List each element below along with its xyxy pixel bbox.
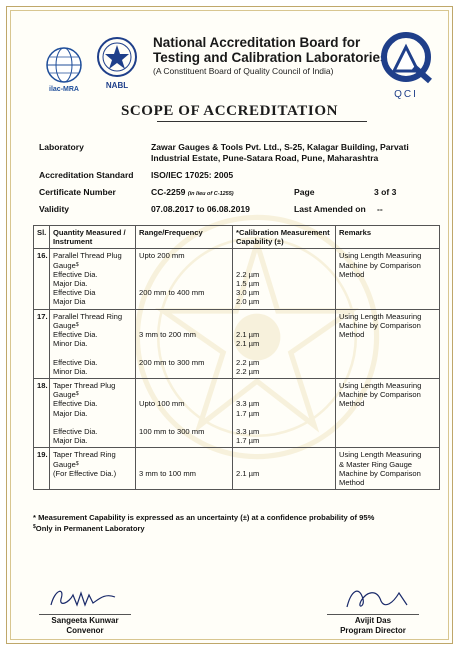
director-signature-line — [327, 614, 419, 615]
cell-range-line: 3 mm to 200 mm — [139, 330, 196, 340]
cell-remarks-line: Method — [339, 478, 365, 488]
cell-quantity-line: Gauge$ — [53, 320, 79, 330]
header-quantity: Quantity Measured / Instrument — [50, 226, 136, 249]
cell-remarks-line: & Master Ring Gauge — [339, 459, 413, 469]
cell-range-line — [139, 321, 229, 330]
cell-remarks-line: Using Length Measuring — [339, 381, 422, 391]
gauge-footnote-mark: $ — [75, 321, 79, 328]
cell-quantity-line: Gauge$ — [53, 260, 79, 270]
cell-quantity-line: Major Dia — [53, 297, 86, 307]
cell-quantity-line: Effective Dia. — [53, 427, 98, 437]
convenor-signature — [45, 579, 125, 613]
cell-cmc-line — [236, 381, 332, 390]
scope-table — [33, 225, 440, 490]
cell-quantity-line: Effective Dia — [53, 288, 96, 298]
cell-quantity-line — [53, 418, 132, 427]
cell-remarks-line: Using Length Measuring — [339, 311, 422, 321]
board-title-line2: Testing and Calibration Laboratories — [153, 50, 388, 65]
cell-cmc — [233, 309, 336, 378]
last-amended-value: -- — [377, 204, 383, 214]
footnote-permanent-lab — [33, 524, 145, 533]
cell-sl: 19. — [34, 448, 50, 490]
convenor-signature-line — [39, 614, 131, 615]
cell-cmc-line: 1.7 µm — [236, 436, 260, 446]
cell-remarks-line: Machine by Comparison — [339, 260, 421, 270]
convenor-title: Convenor — [66, 626, 104, 635]
cell-range-line — [139, 409, 229, 418]
cell-quantity — [50, 309, 136, 378]
cell-cmc-line: 3.3 µm — [236, 427, 260, 437]
cell-quantity-line: Major Dia. — [53, 408, 88, 418]
cell-cmc-line — [236, 251, 332, 260]
director-signature — [337, 579, 417, 613]
cell-range — [136, 309, 233, 378]
cell-remarks-line: Using Length Measuring — [339, 251, 422, 261]
footnote-mark: $ — [33, 524, 36, 530]
page-value: 3 of 3 — [374, 187, 397, 197]
cell-quantity — [50, 379, 136, 448]
cell-cmc — [233, 249, 336, 309]
cell-range-line: 200 mm to 300 mm — [139, 357, 205, 367]
cell-remarks-line: Method — [339, 399, 365, 409]
qci-logo — [374, 31, 438, 101]
cell-range-line: Upto 100 mm — [139, 399, 185, 409]
cell-cmc-line — [236, 312, 332, 321]
cell-cmc-line — [236, 460, 332, 469]
cell-range — [136, 448, 233, 490]
cell-range — [136, 249, 233, 309]
validity-label: Validity — [39, 204, 70, 214]
cell-range-line — [139, 460, 229, 469]
cell-quantity-line: Taper Thread Plug — [53, 381, 116, 391]
cell-range — [136, 379, 233, 448]
table-row — [34, 309, 440, 378]
convenor-name: Sangeeta Kunwar — [51, 616, 119, 625]
laboratory-value — [151, 142, 451, 164]
gauge-footnote-mark: $ — [75, 391, 79, 398]
cell-quantity-line — [53, 348, 132, 357]
page-label: Page — [294, 187, 315, 197]
cell-remarks-line: Method — [339, 330, 365, 340]
cell-remarks-line: Method — [339, 269, 365, 279]
cell-range-line: 200 mm to 400 mm — [139, 288, 205, 298]
standard-value: ISO/IEC 17025: 2005 — [151, 170, 234, 180]
validity-value: 07.08.2017 to 06.08.2019 — [151, 204, 250, 214]
cell-range-line: 100 mm to 300 mm — [139, 427, 205, 437]
cell-range-line: Upto 200 mm — [139, 251, 185, 261]
cell-range-line — [139, 348, 229, 357]
cell-range-line: 3 mm to 100 mm — [139, 468, 196, 478]
cell-cmc-line — [236, 261, 332, 270]
cell-remarks — [336, 448, 440, 490]
header-sl: Sl. — [34, 226, 50, 249]
cell-cmc-line: 1.7 µm — [236, 408, 260, 418]
cell-quantity-line: (For Effective Dia.) — [53, 468, 117, 478]
certificate-label: Certificate Number — [39, 187, 116, 197]
laboratory-label: Laboratory — [39, 142, 84, 152]
cell-cmc-line: 2.1 µm — [236, 330, 260, 340]
cell-cmc-line: 3.3 µm — [236, 399, 260, 409]
cell-quantity-line: Effective Dia. — [53, 357, 98, 367]
footnote-uncertainty: * Measurement Capability is expressed as an uncertainty (±) at a confidence probability of 95% — [33, 513, 375, 522]
cell-remarks — [336, 309, 440, 378]
cell-sl: 17. — [34, 309, 50, 378]
cell-cmc-line: 1.5 µm — [236, 279, 260, 289]
cell-quantity-line: Parallel Thread Ring — [53, 311, 123, 321]
header-remarks: Remarks — [336, 226, 440, 249]
laboratory-line2: Industrial Estate, Pune-Satara Road, Pune, Maharashtra — [151, 153, 379, 163]
cell-cmc — [233, 448, 336, 490]
cell-cmc-line: 2.1 µm — [236, 468, 260, 478]
ilac-logo-text: ilac-MRA — [49, 86, 79, 93]
cell-remarks — [336, 249, 440, 309]
nabl-logo-text: NABL — [105, 81, 129, 90]
cell-range-line — [139, 390, 229, 399]
cell-quantity-line: Major Dia. — [53, 436, 88, 446]
cell-remarks-line: Using Length Measuring — [339, 450, 422, 460]
cell-remarks-line: Machine by Comparison — [339, 320, 421, 330]
cell-cmc-line: 2.1 µm — [236, 339, 260, 349]
table-body — [34, 249, 440, 490]
cell-range-line — [139, 312, 229, 321]
director-name: Avijit Das — [354, 616, 392, 625]
footnote-permanent-text: Only in Permanent Laboratory — [35, 524, 145, 533]
cell-range-line — [139, 261, 229, 270]
nabl-logo — [95, 35, 139, 95]
board-title — [153, 35, 393, 65]
cell-cmc-line: 3.0 µm — [236, 288, 260, 298]
cell-range-line — [139, 270, 229, 279]
scope-title-underline — [157, 121, 367, 122]
certificate-number: CC-2259 — [151, 187, 186, 197]
table-row — [34, 448, 440, 490]
cell-sl: 18. — [34, 379, 50, 448]
cell-range-line — [139, 339, 229, 348]
cell-quantity — [50, 249, 136, 309]
table-header-row — [34, 226, 440, 249]
cell-range-line — [139, 418, 229, 427]
cell-sl: 16. — [34, 249, 50, 309]
cell-quantity-line: Effective Dia. — [53, 399, 98, 409]
board-subtitle: (A Constituent Board of Quality Council of India) — [153, 66, 334, 76]
last-amended-label: Last Amended on — [294, 204, 366, 214]
qci-logo-text: QCI — [394, 89, 418, 100]
cell-cmc-line — [236, 450, 332, 459]
cell-quantity-line: Minor Dia. — [53, 339, 88, 349]
cell-range-line — [139, 450, 229, 459]
cell-remarks — [336, 379, 440, 448]
header-cmc: *Calibration Measurement Capability (±) — [233, 226, 336, 249]
cell-range-line — [139, 367, 229, 376]
gauge-footnote-mark: $ — [75, 261, 79, 268]
table-row — [34, 379, 440, 448]
cell-range-line — [139, 297, 229, 306]
certificate-page — [6, 6, 453, 644]
cell-quantity-line: Major Dia. — [53, 279, 88, 289]
standard-label: Accreditation Standard — [39, 170, 134, 180]
cell-remarks-line: Machine by Comparison — [339, 468, 421, 478]
cell-quantity-line: Effective Dia. — [53, 269, 98, 279]
laboratory-line1: Zawar Gauges & Tools Pvt. Ltd., S-25, Kalagar Building, Parvati — [151, 142, 409, 152]
ilac-mra-logo — [39, 43, 89, 93]
cell-quantity-line: Gauge$ — [53, 390, 79, 400]
cell-quantity-line: Minor Dia. — [53, 366, 88, 376]
director-title: Program Director — [340, 626, 406, 635]
cell-quantity-line: Taper Thread Ring — [53, 450, 116, 460]
cell-range-line — [139, 381, 229, 390]
scope-title: SCOPE OF ACCREDITATION — [120, 103, 339, 119]
cell-remarks-line: Machine by Comparison — [339, 390, 421, 400]
gauge-footnote-mark: $ — [75, 460, 79, 467]
cell-quantity-line: Parallel Thread Plug — [53, 251, 122, 261]
cell-cmc-line — [236, 321, 332, 330]
cell-range-line — [139, 436, 229, 445]
header-range: Range/Frequency — [136, 226, 233, 249]
cell-cmc — [233, 379, 336, 448]
cell-quantity-line: Effective Dia. — [53, 330, 98, 340]
cell-range-line — [139, 279, 229, 288]
cell-cmc-line: 2.2 µm — [236, 269, 260, 279]
certificate-note: (in lieu of C-1255) — [187, 191, 234, 197]
cell-cmc-line: 2.0 µm — [236, 297, 260, 307]
cell-cmc-line — [236, 390, 332, 399]
cell-quantity-line: Gauge$ — [53, 459, 79, 469]
cell-quantity — [50, 448, 136, 490]
cell-cmc-line — [236, 348, 332, 357]
cell-cmc-line: 2.2 µm — [236, 357, 260, 367]
board-title-line1: National Accreditation Board for — [153, 35, 361, 50]
table-row — [34, 249, 440, 309]
cell-cmc-line — [236, 418, 332, 427]
cell-cmc-line: 2.2 µm — [236, 366, 260, 376]
